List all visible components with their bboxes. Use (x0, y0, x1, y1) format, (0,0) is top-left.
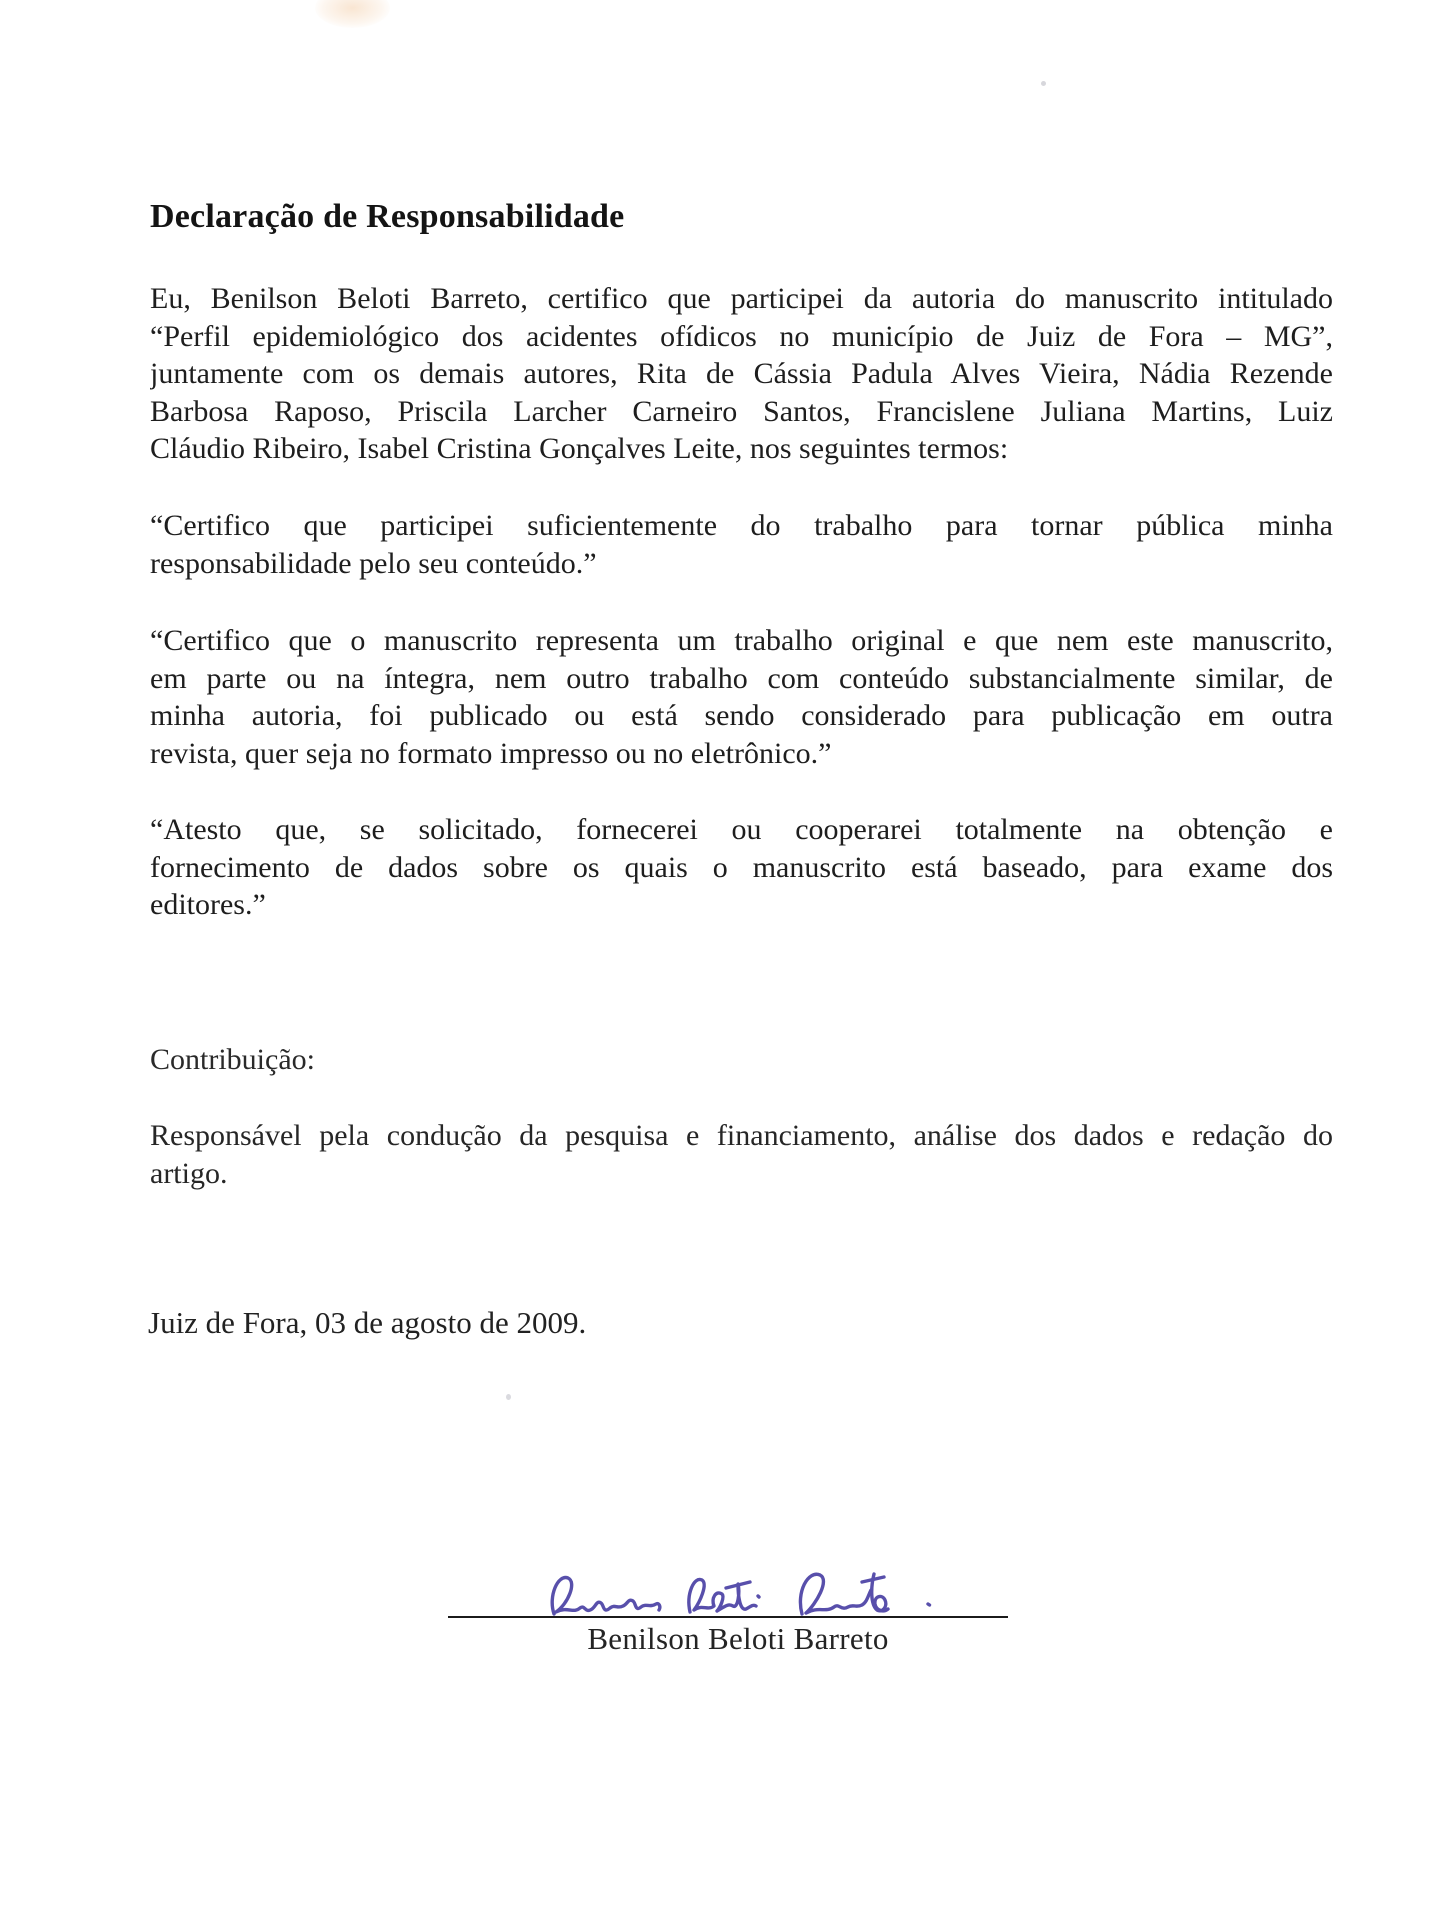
text-line: responsabilidade pelo seu conteúdo.” (150, 546, 597, 580)
place-date-line: Juiz de Fora, 03 de agosto de 2009. (148, 1305, 587, 1340)
scan-speck (506, 1394, 511, 1400)
text-line: Barbosa Raposo, Priscila Larcher Carneiro Santos, Francislene Juliana Martins, Luiz (150, 394, 1333, 428)
paragraph-data-availability-quote (150, 811, 1333, 924)
text-line: juntamente com os demais autores, Rita de Cássia Padula Alves Vieira, Nádia Rezende (150, 357, 1333, 391)
text-line: “Atesto que, se solicitado, fornecerei ou cooperarei totalmente na obtenção e (150, 813, 1333, 846)
paragraph-authorship (150, 280, 1333, 468)
signature-strokes (552, 1574, 929, 1614)
contribution-label: Contribuição: (150, 1043, 315, 1076)
text-line: Eu, Benilson Beloti Barreto, certifico que participei da autoria do manuscrito intitulado (150, 282, 1333, 315)
text-line: “Perfil epidemiológico dos acidentes ofídicos no município de Juiz de Fora – MG”, (150, 319, 1333, 353)
signature-rule-line (448, 1616, 1008, 1618)
text-line: em parte ou na íntegra, nem outro trabalho com conteúdo substancialmente similar, de (150, 661, 1333, 695)
text-line: “Certifico que participei suficientemente do trabalho para tornar pública minha (150, 509, 1333, 542)
text-line: artigo. (150, 1156, 228, 1190)
paragraph-participation-quote (150, 507, 1333, 582)
text-line: revista, quer seja no formato impresso ou no eletrônico.” (150, 736, 832, 770)
contribution-text (150, 1117, 1333, 1192)
text-line: editores.” (150, 888, 266, 922)
paragraph-originality-quote (150, 622, 1333, 772)
scan-speck (1041, 81, 1046, 86)
text-line: Responsável pela condução da pesquisa e financiamento, análise dos dados e redação do (150, 1119, 1333, 1152)
document-title: Declaração de Responsabilidade (150, 198, 625, 235)
text-line: minha autoria, foi publicado ou está sendo considerado para publicação em outra (150, 699, 1333, 733)
scan-smudge-artifact (315, 0, 390, 28)
signature-typed-name: Benilson Beloti Barreto (587, 1621, 889, 1656)
text-line: Cláudio Ribeiro, Isabel Cristina Gonçalves Leite, nos seguintes termos: (150, 432, 1009, 466)
text-line: “Certifico que o manuscrito representa um trabalho original e que nem este manuscrito, (150, 624, 1333, 657)
text-line: fornecimento de dados sobre os quais o manuscrito está baseado, para exame dos (150, 850, 1333, 884)
